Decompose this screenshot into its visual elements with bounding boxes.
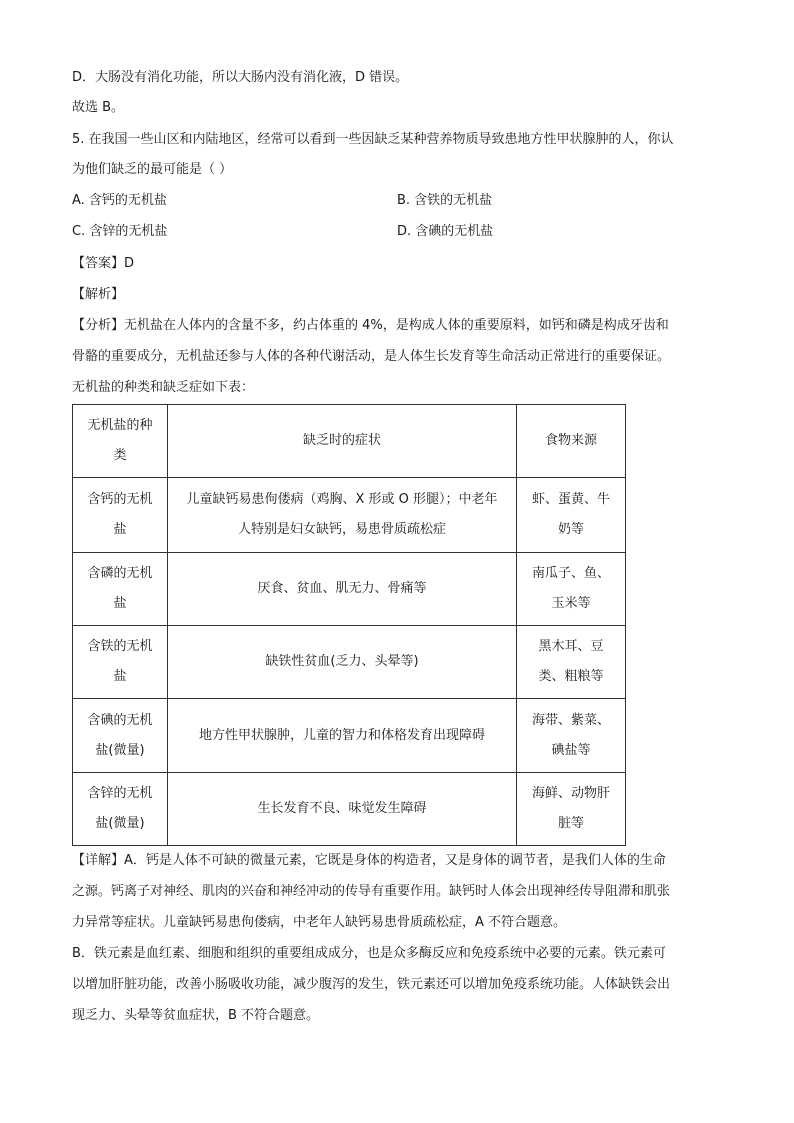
cell-type: 含钙的无机 盐 (73, 478, 168, 553)
cell-type: 含碘的无机 盐(微量) (73, 699, 168, 773)
table-row (73, 773, 626, 846)
header-symptom: 缺乏时的症状 (168, 405, 517, 478)
prev-answer-conclusion: 故选 B。 (72, 100, 125, 115)
option-a: A. 含钙的无机盐 (72, 193, 167, 208)
option-d: D. 含碘的无机盐 (397, 224, 494, 239)
cell-symptom: 厌食、贫血、肌无力、骨痛等 (168, 553, 517, 626)
cell-source: 虾、蛋黄、牛 奶等 (517, 478, 626, 553)
detail-a-line3: 力异常等症状。儿童缺钙易患佝偻病，中老年人缺钙易患骨质疏松症，A 不符合题意。 (72, 915, 567, 930)
question-stem-line1: 5. 在我国一些山区和内陆地区，经常可以看到一些因缺乏某种营养物质导致患地方性甲状腺肿的人，你认 (72, 132, 674, 147)
cell-source: 黑木耳、豆 类、粗粮等 (517, 626, 626, 699)
detail-b-line2: 以增加肝脏功能，改善小肠吸收功能，减少腹泻的发生，铁元素还可以增加免疫系统功能。人体缺铁会出 (72, 977, 671, 992)
cell-type: 含锌的无机 盐(微量) (73, 773, 168, 846)
cell-type: 含磷的无机 盐 (73, 553, 168, 626)
cell-source: 海鲜、动物肝 脏等 (517, 773, 626, 846)
prev-answer-line-d: D．大肠没有消化功能，所以大肠内没有消化液，D 错误。 (72, 70, 409, 85)
question-stem-line2: 为他们缺乏的最可能是（ ） (72, 162, 233, 177)
detail-a-line1: 【详解】A．钙是人体不可缺的微量元素，它既是身体的构造者，又是身体的调节者，是我们人体的生命 (72, 853, 666, 868)
analysis-line3: 无机盐的种类和缺乏症如下表： (72, 380, 255, 395)
table-row (73, 478, 626, 553)
analysis-line2: 骨骼的重要成分，无机盐还参与人体的各种代谢活动，是人体生长发育等生命活动正常进行的重要保证。 (72, 349, 671, 364)
header-type: 无机盐的种 类 (73, 405, 168, 478)
cell-type: 含铁的无机 盐 (73, 626, 168, 699)
cell-symptom: 儿童缺钙易患佝偻病（鸡胸、X 形或 O 形腿）；中老年 人特别是妇女缺钙，易患骨质疏松症 (168, 478, 517, 553)
table-row (73, 553, 626, 626)
analysis-label: 【解析】 (72, 287, 125, 302)
cell-source: 南瓜子、鱼、 玉米等 (517, 553, 626, 626)
cell-symptom: 生长发育不良、味觉发生障碍 (168, 773, 517, 846)
cell-symptom: 地方性甲状腺肿，儿童的智力和体格发育出现障碍 (168, 699, 517, 773)
answer-label: 【答案】 (72, 256, 125, 271)
table-row (73, 626, 626, 699)
table-header-row (73, 405, 626, 478)
analysis-line1: 【分析】无机盐在人体内的含量不多，约占体重的 4%，是构成人体的重要原料，如钙和磷是构成牙齿和 (72, 318, 669, 333)
detail-b-line1: B．铁元素是血红素、细胞和组织的重要组成成分，也是众多酶反应和免疫系统中必要的元素。铁元素可 (72, 946, 666, 961)
option-c: C. 含锌的无机盐 (72, 224, 168, 239)
option-b: B. 含铁的无机盐 (397, 193, 493, 208)
cell-symptom: 缺铁性贫血(乏力、头晕等) (168, 626, 517, 699)
table-row (73, 699, 626, 773)
answer-line (72, 254, 134, 274)
header-source: 食物来源 (517, 405, 626, 478)
answer-value: D (124, 256, 135, 271)
detail-b-line3: 现乏力、头晕等贫血症状，B 不符合题意。 (72, 1008, 320, 1023)
detail-a-line2: 之源。钙离子对神经、肌肉的兴奋和神经冲动的传导有重要作用。缺钙时人体会出现神经传导阻滞和肌张 (72, 884, 671, 899)
cell-source: 海带、紫菜、 碘盐等 (517, 699, 626, 773)
mineral-salt-table (72, 404, 626, 846)
